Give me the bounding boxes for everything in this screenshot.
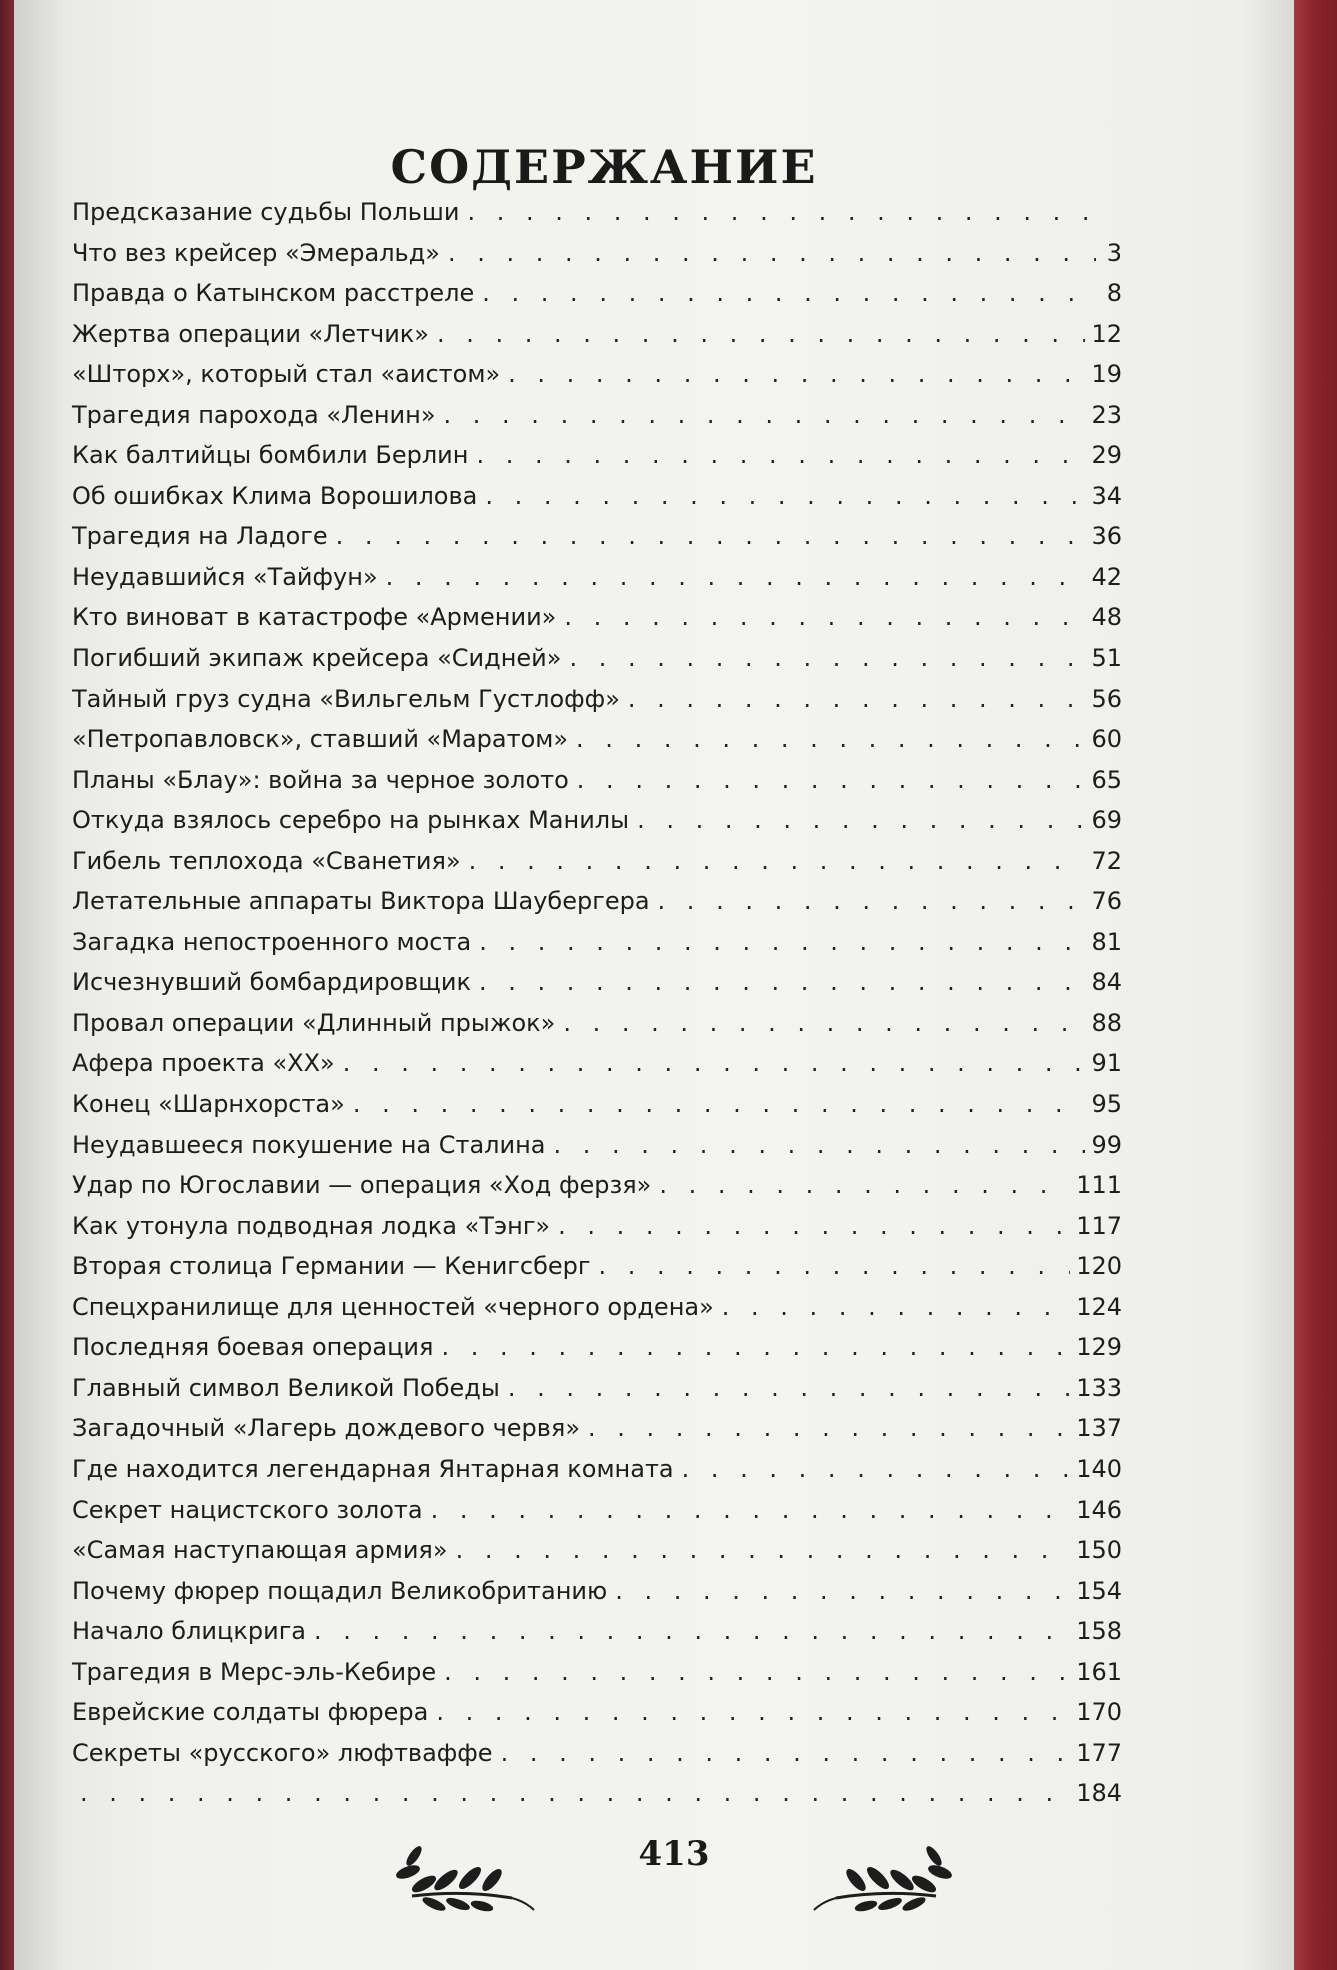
toc-entry-title: Правда о Катынском расстреле: [72, 279, 475, 308]
toc-entry: [72, 395, 1122, 436]
toc-entry-title: Секреты «русского» люфтваффе: [72, 1738, 493, 1767]
toc-entry: [72, 1003, 1122, 1044]
toc-entry-title: Как балтийцы бомбили Берлин: [72, 441, 469, 470]
toc-entry-page: 29: [1091, 441, 1122, 470]
toc-dot-leader: [682, 1449, 1071, 1489]
toc-dot-leader: [479, 922, 1085, 962]
toc-dot-leader: [314, 1611, 1070, 1651]
toc-dot-leader: [336, 516, 1086, 556]
toc-dot-leader: [482, 273, 1096, 313]
toc-entry-title: Трагедия в Мерс-эль-Кебире: [72, 1657, 437, 1686]
toc-entry-page: 36: [1091, 522, 1122, 551]
toc-entry-title: Еврейские солдаты фюрера: [72, 1698, 429, 1727]
toc-entry-title: Предсказание судьбы Польши: [72, 198, 460, 226]
toc-entry: [72, 1490, 1122, 1531]
toc-dot-leader: [615, 1571, 1070, 1611]
toc-entry: [72, 1408, 1122, 1449]
toc-entry-page: 60: [1091, 725, 1122, 754]
toc-dot-leader: [485, 476, 1085, 516]
toc-entry-page: 117: [1076, 1211, 1122, 1240]
toc-dot-leader: [444, 1652, 1070, 1692]
toc-entry-title: Где находится легендарная Янтарная комната: [72, 1454, 674, 1483]
toc-entry-page: 177: [1076, 1738, 1122, 1767]
toc-entry: [72, 638, 1122, 679]
toc-entry: [72, 1327, 1122, 1368]
toc-entry: [72, 841, 1122, 882]
toc-entry: [72, 1571, 1122, 1612]
toc-entry-title: Трагедия парохода «Ленин»: [72, 400, 436, 429]
toc-entry-page: 129: [1076, 1333, 1122, 1362]
book-page: [14, 0, 1294, 1970]
toc-dot-leader: [479, 962, 1085, 1002]
toc-entry: [72, 192, 1122, 233]
toc-dot-leader: [577, 760, 1086, 800]
book-spine: [0, 0, 14, 1970]
toc-dot-leader: [569, 638, 1085, 678]
toc-dot-leader: [386, 557, 1086, 597]
toc-entry-title: Об ошибках Клима Ворошилова: [72, 481, 478, 510]
toc-entry: [72, 557, 1122, 598]
toc-entry-page: 150: [1076, 1536, 1122, 1565]
toc-entry-title: Трагедия на Ладоге: [72, 522, 328, 551]
toc-entry: [72, 1246, 1122, 1287]
toc-entry-page: 76: [1091, 887, 1122, 916]
toc-entry-page: 48: [1091, 603, 1122, 632]
toc-entry: [72, 435, 1122, 476]
toc-dot-leader: [658, 881, 1086, 921]
toc-entry-title: Афера проекта «ХХ»: [72, 1049, 335, 1078]
toc-entry-title: Кто виноват в катастрофе «Армении»: [72, 603, 557, 632]
toc-dot-leader: [476, 435, 1085, 475]
toc-dot-leader: [554, 1125, 1086, 1165]
toc-entry-title: Секрет нацистского золота: [72, 1495, 423, 1524]
toc-entry: [72, 1652, 1122, 1693]
toc-dot-leader: [353, 1084, 1086, 1124]
page-footer: [394, 1798, 954, 1918]
toc-entry-title: Загадочный «Лагерь дождевого червя»: [72, 1414, 581, 1443]
toc-dot-leader: [508, 1368, 1070, 1408]
toc-entry-page: 133: [1076, 1373, 1122, 1402]
toc-entry: [72, 314, 1122, 355]
toc-entry: [72, 800, 1122, 841]
toc-entry-title: Погибший экипаж крейсера «Сидней»: [72, 644, 562, 673]
page-title: СОДЕРЖАНИЕ: [390, 140, 818, 194]
toc-entry-title: Планы «Блау»: война за черное золото: [72, 765, 569, 794]
toc-dot-leader: [437, 314, 1085, 354]
toc-dot-leader: [576, 719, 1085, 759]
table-of-contents: [72, 192, 1122, 1814]
toc-dot-leader: [469, 841, 1086, 881]
toc-entry: [72, 719, 1122, 760]
toc-entry-page: 84: [1091, 968, 1122, 997]
toc-entry-page: 137: [1076, 1414, 1122, 1443]
toc-entry: [72, 1449, 1122, 1490]
toc-entry: [72, 476, 1122, 517]
laurel-branch-icon: [804, 1798, 954, 1918]
toc-entry-page: 72: [1091, 846, 1122, 875]
toc-entry-title: «Шторх», который стал «аистом»: [72, 360, 501, 389]
toc-dot-leader: [628, 679, 1086, 719]
toc-entry-page: 120: [1076, 1252, 1122, 1281]
toc-dot-leader: [599, 1246, 1071, 1286]
toc-entry-page: 161: [1076, 1657, 1122, 1686]
toc-entry-title: Что вез крейсер «Эмеральд»: [72, 238, 440, 267]
toc-entry: [72, 1530, 1122, 1571]
toc-entry-title: Неудавшееся покушение на Сталина: [72, 1130, 546, 1159]
toc-entry: [72, 273, 1122, 314]
toc-entry-title: Главный символ Великой Победы: [72, 1373, 500, 1402]
toc-entry-page: 8: [1106, 279, 1122, 308]
toc-entry-page: 23: [1091, 400, 1122, 429]
toc-entry: [72, 516, 1122, 557]
toc-dot-leader: [558, 1206, 1070, 1246]
toc-entry-title: Загадка непостроенного моста: [72, 927, 472, 956]
toc-entry-page: 12: [1091, 319, 1122, 348]
toc-entry-page: 81: [1091, 927, 1122, 956]
toc-dot-leader: [588, 1408, 1070, 1448]
toc-dot-leader: [637, 800, 1085, 840]
toc-entry: [72, 922, 1122, 963]
toc-dot-leader: [564, 597, 1085, 637]
toc-entry-page: 111: [1076, 1171, 1122, 1200]
toc-entry-title: Начало блицкрига: [72, 1617, 307, 1646]
toc-entry-page: 69: [1091, 806, 1122, 835]
toc-entry-page: 146: [1076, 1495, 1122, 1524]
toc-entry: [72, 962, 1122, 1003]
toc-entry-title: Вторая столица Германии — Кенигсберг: [72, 1252, 591, 1281]
toc-entry-title: Спецхранилище для ценностей «черного ордена»: [72, 1292, 714, 1321]
toc-dot-leader: [456, 1530, 1071, 1570]
toc-entry: [72, 233, 1122, 274]
toc-entry-title: Почему фюрер пощадил Великобританию: [72, 1576, 608, 1605]
page-number: 413: [638, 1834, 710, 1874]
toc-entry-page: 65: [1091, 765, 1122, 794]
toc-entry-title: Провал операции «Длинный прыжок»: [72, 1008, 556, 1037]
toc-entry-title: Как утонула подводная лодка «Тэнг»: [72, 1211, 551, 1240]
toc-dot-leader: [659, 1165, 1070, 1205]
toc-entry: [72, 1125, 1122, 1166]
toc-entry-title: Неудавшийся «Тайфун»: [72, 562, 378, 591]
toc-entry: [72, 1287, 1122, 1328]
toc-entry-page: 3: [1106, 238, 1122, 267]
toc-entry-page: 19: [1091, 360, 1122, 389]
toc-entry: [72, 1165, 1122, 1206]
toc-entry-title: «Петропавловск», ставший «Маратом»: [72, 725, 569, 754]
toc-entry-page: 95: [1091, 1090, 1122, 1119]
toc-entry: [72, 881, 1122, 922]
toc-entry-title: Летательные аппараты Виктора Шаубергера: [72, 887, 650, 916]
book-cover-edge: [1294, 0, 1337, 1970]
toc-entry: [72, 354, 1122, 395]
toc-entry: [72, 1368, 1122, 1409]
toc-dot-leader: [508, 354, 1085, 394]
toc-entry-page: 170: [1076, 1698, 1122, 1727]
toc-dot-leader: [343, 1043, 1086, 1083]
toc-entry-title: Последняя боевая операция: [72, 1333, 434, 1362]
toc-entry-title: Жертва операции «Летчик»: [72, 319, 429, 348]
toc-entry-title: Удар по Югославии — операция «Ход ферзя»: [72, 1171, 652, 1200]
toc-entry-page: 56: [1091, 684, 1122, 713]
toc-entry: [72, 1043, 1122, 1084]
toc-entry-page: 158: [1076, 1617, 1122, 1646]
toc-entry-page: 124: [1076, 1292, 1122, 1321]
toc-dot-leader: [501, 1733, 1071, 1773]
toc-entry-title: Тайный груз судна «Вильгельм Густлофф»: [72, 684, 620, 713]
toc-entry: [72, 1611, 1122, 1652]
toc-entry: [72, 760, 1122, 801]
toc-dot-leader: [563, 1003, 1085, 1043]
toc-entry: [72, 1206, 1122, 1247]
toc-dot-leader: [448, 233, 1096, 273]
toc-entry: [72, 1084, 1122, 1125]
toc-entry-page: 154: [1076, 1576, 1122, 1605]
toc-entry-page: 91: [1091, 1049, 1122, 1078]
toc-entry-page: 88: [1091, 1008, 1122, 1037]
toc-entry-title: «Самая наступающая армия»: [72, 1536, 448, 1565]
toc-entry-page: 99: [1091, 1130, 1122, 1159]
toc-entry-page: 140: [1076, 1454, 1122, 1483]
toc-entry-title: Гибель теплохода «Сванетия»: [72, 846, 461, 875]
toc-entry-title: Исчезнувший бомбардировщик: [72, 968, 471, 997]
toc-entry: [72, 1733, 1122, 1774]
toc-entry-page: 42: [1091, 562, 1122, 591]
toc-dot-leader: [722, 1287, 1070, 1327]
toc-dot-leader: [436, 1692, 1070, 1732]
toc-entry-page: 51: [1091, 644, 1122, 673]
toc-entry-title: Откуда взялось серебро на рынках Манилы: [72, 806, 630, 835]
toc-dot-leader: [444, 395, 1086, 435]
toc-dot-leader: [441, 1327, 1070, 1367]
toc-dot-leader: [467, 192, 1096, 232]
toc-entry-page: 184: [1076, 1779, 1122, 1808]
toc-entry: [72, 1692, 1122, 1733]
toc-entry-page: 34: [1091, 481, 1122, 510]
toc-entry-title: Конец «Шарнхорста»: [72, 1090, 345, 1119]
toc-entry: [72, 597, 1122, 638]
toc-dot-leader: [431, 1490, 1071, 1530]
toc-entry: [72, 679, 1122, 720]
